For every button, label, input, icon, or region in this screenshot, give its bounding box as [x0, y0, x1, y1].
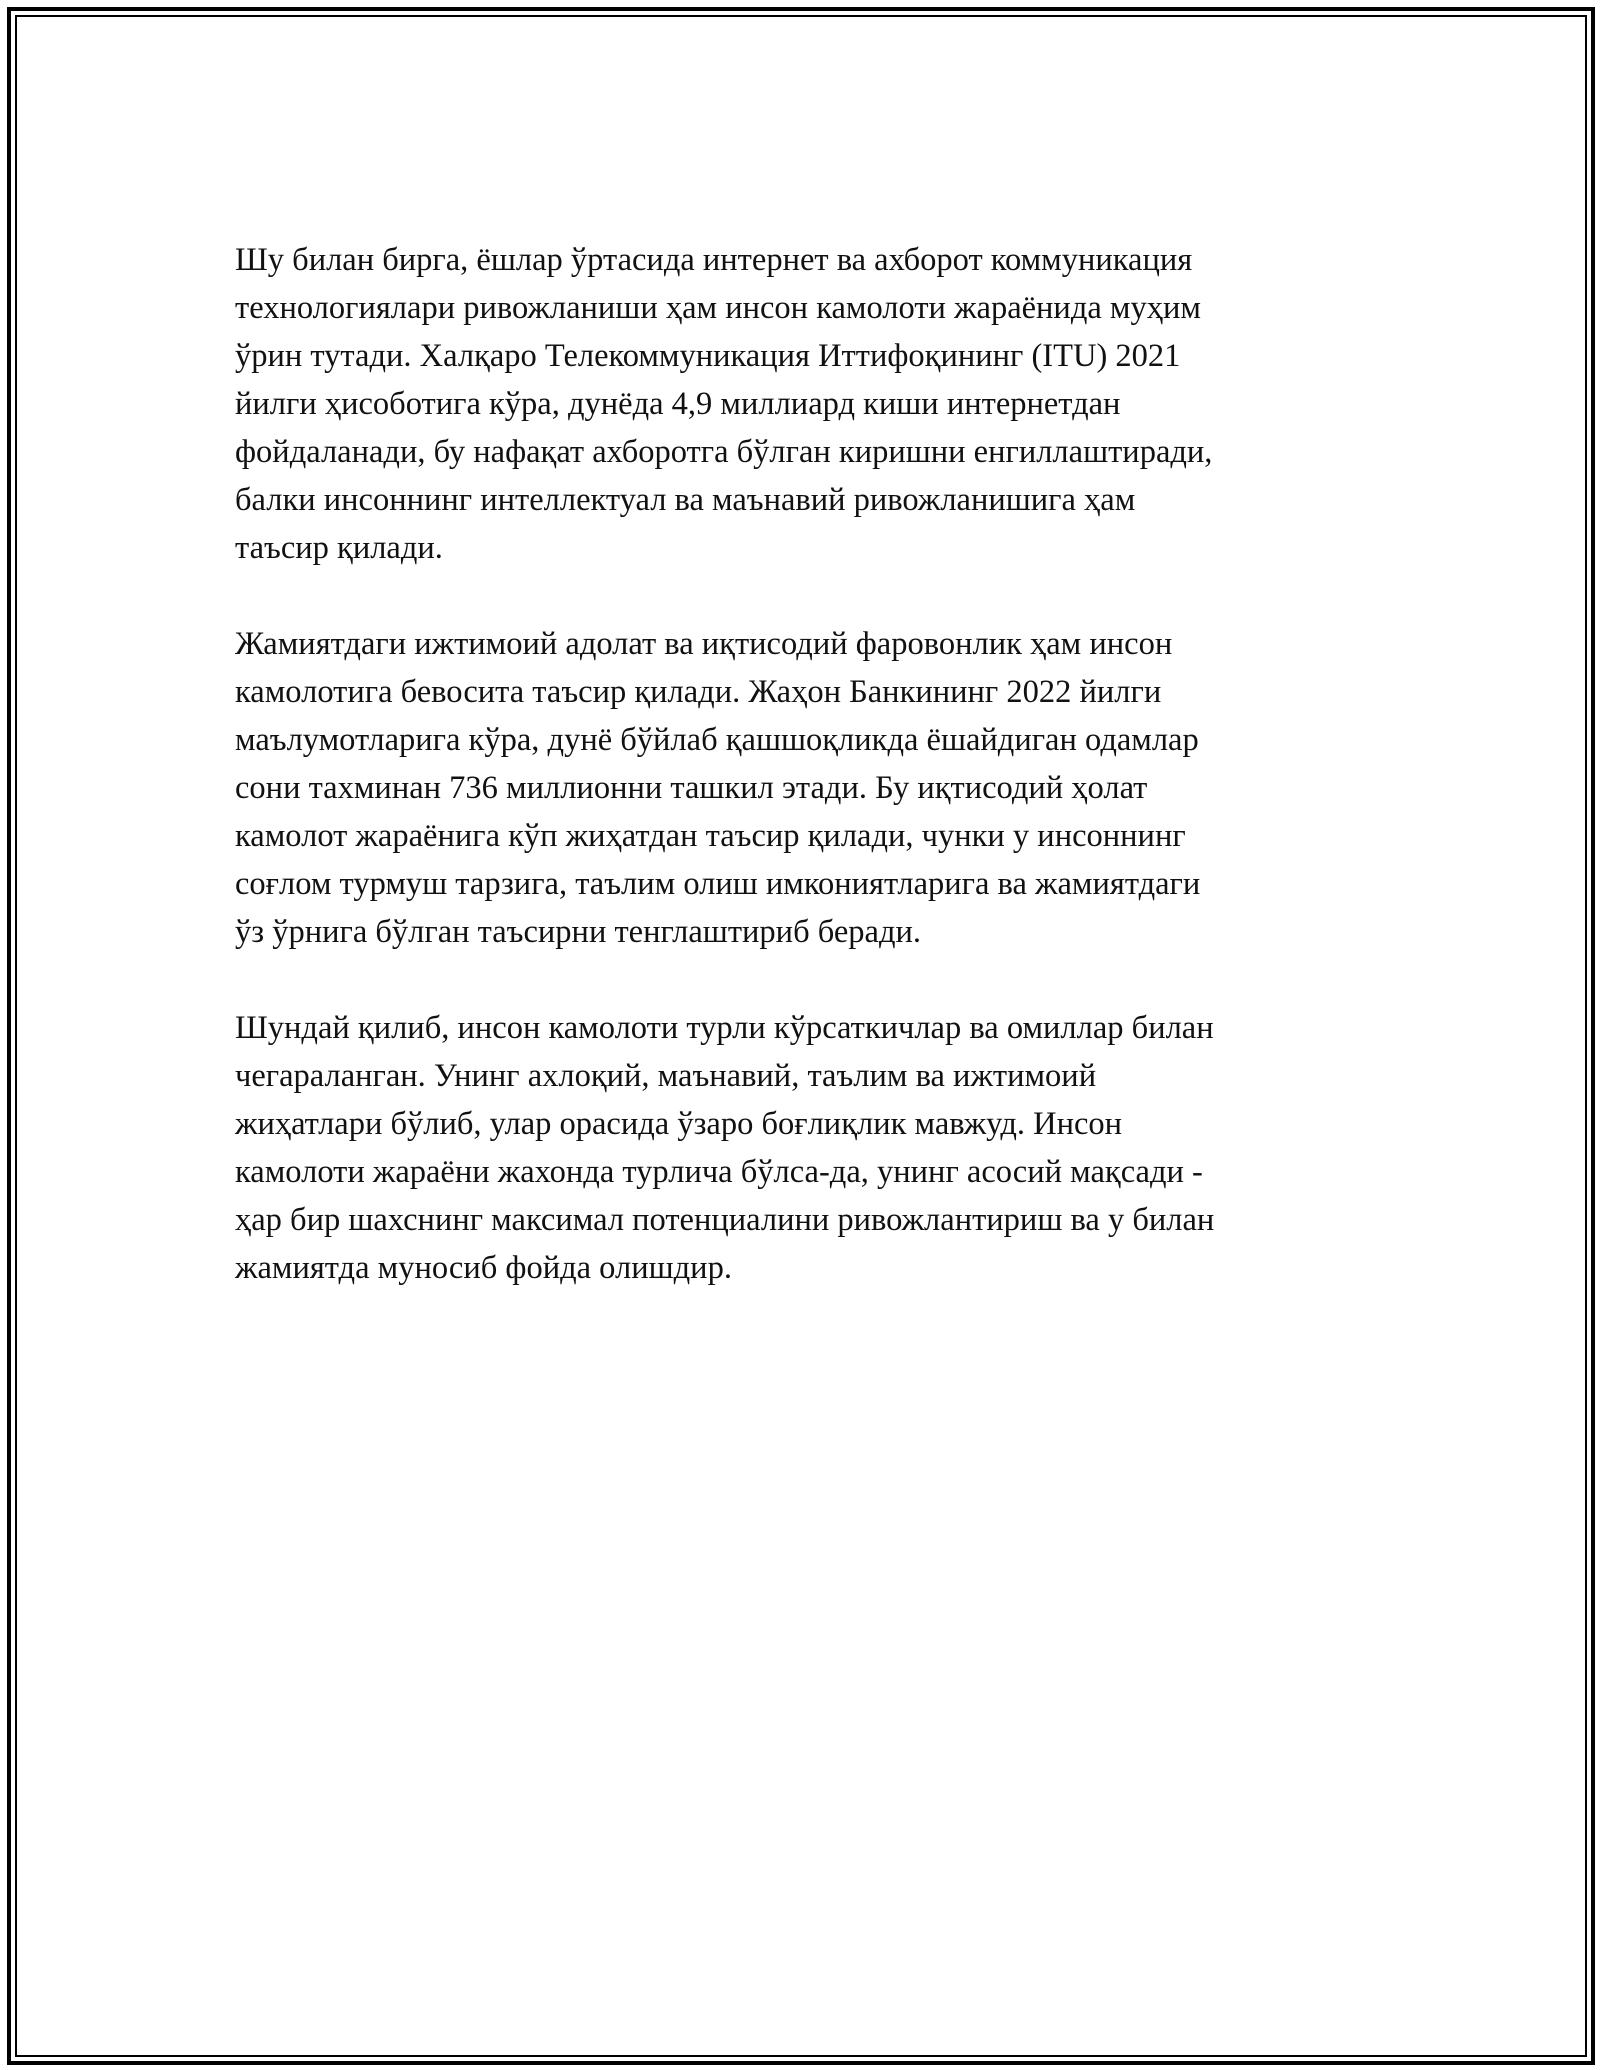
text-line: чегараланган. Унинг ахлоқий, маънавий, таълим ва ижтимоий — [235, 1058, 1097, 1094]
text-line: ўрин тутади. Халқаро Телекоммуникация Иттифоқининг (ITU) 2021 — [235, 338, 1181, 374]
text-line: Жамиятдаги ижтимоий адолат ва иқтисодий фаровонлик ҳам инсон — [235, 626, 1173, 662]
paragraph-1 — [235, 236, 1355, 572]
text-line: таъсир қилади. — [235, 530, 443, 566]
text-line: йилги ҳисоботига кўра, дунёда 4,9 миллиард киши интернетдан — [235, 386, 1121, 422]
paragraph-3 — [235, 1004, 1355, 1292]
text-line: маълумотларига кўра, дунё бўйлаб қашшоқликда ёшайдиган одамлар — [235, 722, 1199, 758]
text-line: ўз ўрнига бўлган таъсирни тенглаштириб беради. — [235, 914, 921, 950]
text-line: камолоти жараёни жахонда турлича бўлса-да, унинг асосий мақсади - — [235, 1154, 1203, 1190]
text-line: камолотига бевосита таъсир қилади. Жаҳон Банкининг 2022 йилги — [235, 674, 1162, 710]
text-line: жамиятда муносиб фойда олишдир. — [235, 1250, 732, 1286]
text-line: балки инсоннинг интеллектуал ва маънавий ривожланишига ҳам — [235, 482, 1136, 518]
text-line: ҳар бир шахснинг максимал потенциалини ривожлантириш ва у билан — [235, 1202, 1215, 1238]
text-line: Шундай қилиб, инсон камолоти турли кўрсаткичлар ва омиллар билан — [235, 1010, 1214, 1046]
text-line: сони тахминан 736 миллионни ташкил этади. Бу иқтисодий ҳолат — [235, 770, 1148, 806]
text-line: соғлом турмуш тарзига, таълим олиш имкониятларига ва жамиятдаги — [235, 866, 1201, 902]
text-line: фойдаланади, бу нафақат ахборотга бўлган киришни енгиллаштиради, — [235, 434, 1213, 470]
text-line: Шу билан бирга, ёшлар ўртасида интернет ва ахборот коммуникация — [235, 242, 1193, 278]
text-line: камолот жараёнига кўп жиҳатдан таъсир қилади, чунки у инсоннинг — [235, 818, 1186, 854]
text-line: технологиялари ривожланиши ҳам инсон камолоти жараёнида муҳим — [235, 290, 1201, 326]
paragraph-2 — [235, 620, 1355, 956]
document-body — [235, 236, 1355, 1340]
text-line: жиҳатлари бўлиб, улар орасида ўзаро боғлиқлик мавжуд. Инсон — [235, 1106, 1123, 1142]
